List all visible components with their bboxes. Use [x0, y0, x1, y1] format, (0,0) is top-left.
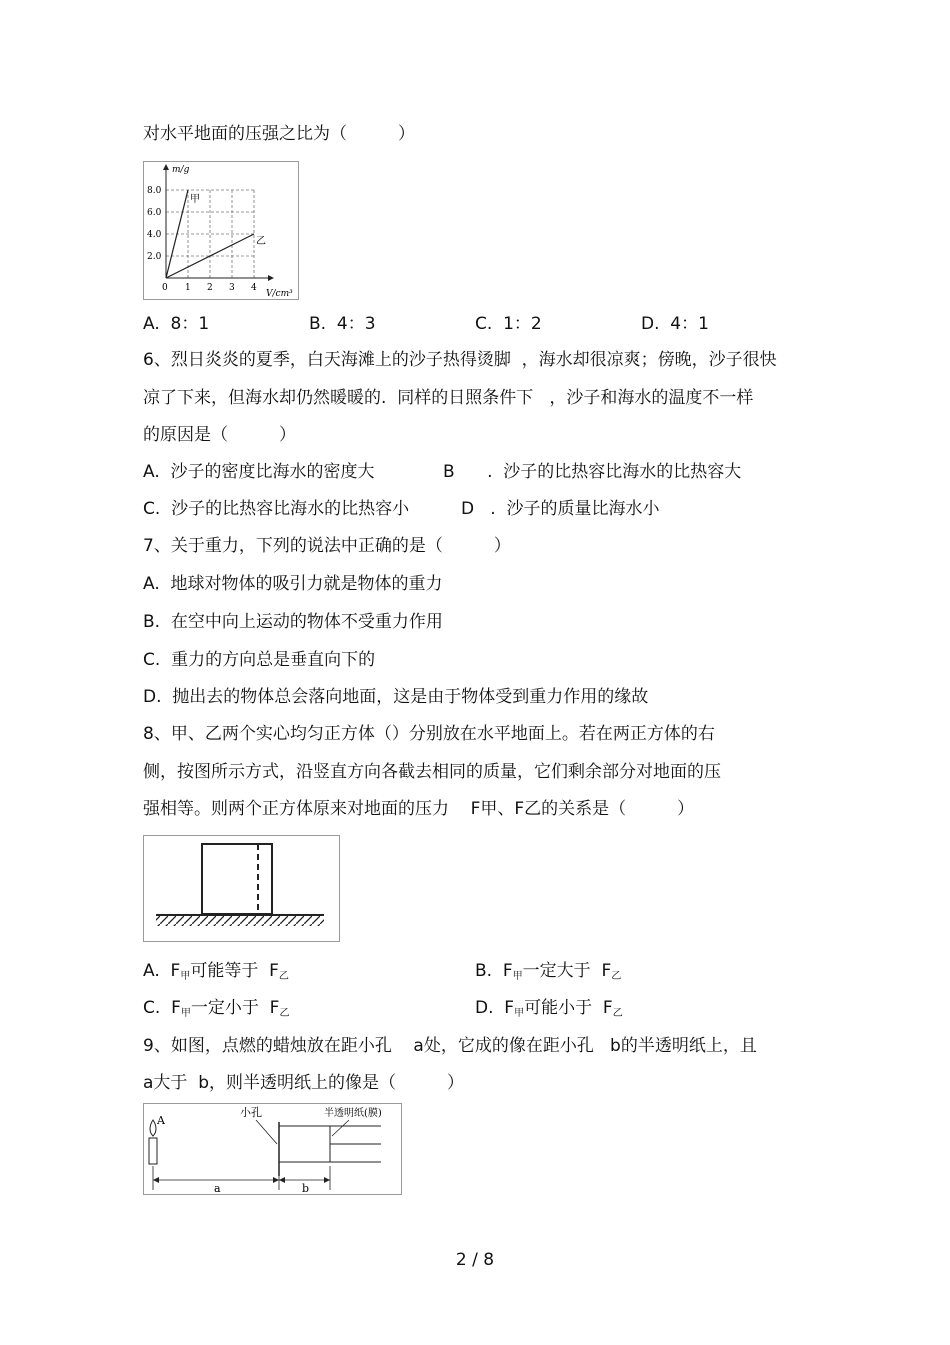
q7-stem: 7、关于重力，下列的说法中正确的是（ ）	[143, 536, 511, 556]
candle	[149, 1138, 157, 1164]
x-tick: 2	[207, 283, 213, 293]
distance-b-label: b	[302, 1182, 310, 1194]
q5-option-d: D. 4：1	[641, 314, 709, 334]
q6-stem-line: 的原因是（ ）	[143, 425, 296, 445]
x-tick: 3	[229, 283, 235, 293]
q6-option-b: B . 沙子的比热容比海水的比热容大	[443, 462, 742, 482]
x-axis-label: V/cm³	[266, 289, 293, 299]
q8-option-c: C. $F_甲$一定小于 $F_乙$	[143, 998, 290, 1019]
line-jia	[166, 190, 188, 278]
q5-option-b: B. 4：3	[309, 314, 376, 334]
q5-option-c: C. 1：2	[475, 314, 542, 334]
candle-label: A	[157, 1114, 165, 1127]
q9-stem-line: 9、如图，点燃的蜡烛放在距小孔 a处，它成的像在距小孔 b的半透明纸上，且	[143, 1036, 757, 1056]
distance-a-label: a	[214, 1182, 221, 1194]
ground-hatch	[156, 916, 324, 926]
y-axis-label: m/g	[172, 165, 190, 175]
y-tick: 6.0	[147, 208, 162, 218]
q7-option-d: D. 抛出去的物体总会落向地面，这是由于物体受到重力作用的缘故	[143, 687, 649, 707]
y-tick: 4.0	[147, 230, 162, 240]
q8-stem-line: 8、甲、乙两个实心均匀正方体（）分别放在水平地面上。若在两正方体的右	[143, 724, 715, 744]
label-yi: 乙	[256, 236, 266, 247]
q7-option-b: B. 在空中向上运动的物体不受重力作用	[143, 612, 443, 632]
q8-cube-figure	[143, 835, 340, 942]
q8-stem-line: 强相等。则两个正方体原来对地面的压力 F甲、F乙的关系是（ ）	[143, 799, 695, 819]
q9-pinhole-figure	[143, 1103, 402, 1195]
q8-option-b: B. $F_甲$一定大于 $F_乙$	[475, 961, 622, 982]
q7-option-c: C. 重力的方向总是垂直向下的	[143, 650, 376, 670]
q6-option-d: D . 沙子的质量比海水小	[461, 499, 660, 519]
x-tick: 1	[185, 283, 191, 293]
q5-option-a: A. 8：1	[143, 314, 210, 334]
x-tick: 0	[162, 283, 168, 293]
cube	[202, 844, 272, 914]
q8-stem-line: 侧，按图所示方式，沿竖直方向各截去相同的质量，它们剩余部分对地面的压	[143, 762, 721, 782]
q8-option-d: D. $F_甲$可能小于 $F_乙$	[475, 998, 623, 1019]
q6-stem-line: 6、烈日炎炎的夏季，白天海滩上的沙子热得烫脚 ，海水却很凉爽；傍晚，沙子很快	[143, 350, 777, 370]
q6-option-a: A. 沙子的密度比海水的密度大	[143, 462, 375, 482]
x-tick: 4	[251, 283, 257, 293]
y-tick: 2.0	[147, 252, 162, 262]
q5-stem-tail: 对水平地面的压强之比为（ ）	[143, 124, 415, 144]
label-jia: 甲	[190, 194, 200, 205]
q5-mass-volume-graph	[143, 161, 299, 300]
flame-icon	[150, 1120, 156, 1136]
page-number: 2 / 8	[455, 1250, 495, 1270]
q7-option-a: A. 地球对物体的吸引力就是物体的重力	[143, 574, 443, 594]
y-tick: 8.0	[147, 186, 162, 196]
paper-label: 半透明纸(膜)	[324, 1108, 382, 1119]
hole-label: 小孔	[240, 1106, 262, 1119]
q8-option-a: A. $F_甲$可能等于 $F_乙$	[143, 961, 289, 982]
q6-option-c: C. 沙子的比热容比海水的比热容小	[143, 499, 410, 519]
q6-stem-line: 凉了下来，但海水却仍然暖暖的. 同样的日照条件下 ，沙子和海水的温度不一样	[143, 388, 754, 408]
q9-stem-line: a大于 b，则半透明纸上的像是（ ）	[143, 1073, 465, 1093]
